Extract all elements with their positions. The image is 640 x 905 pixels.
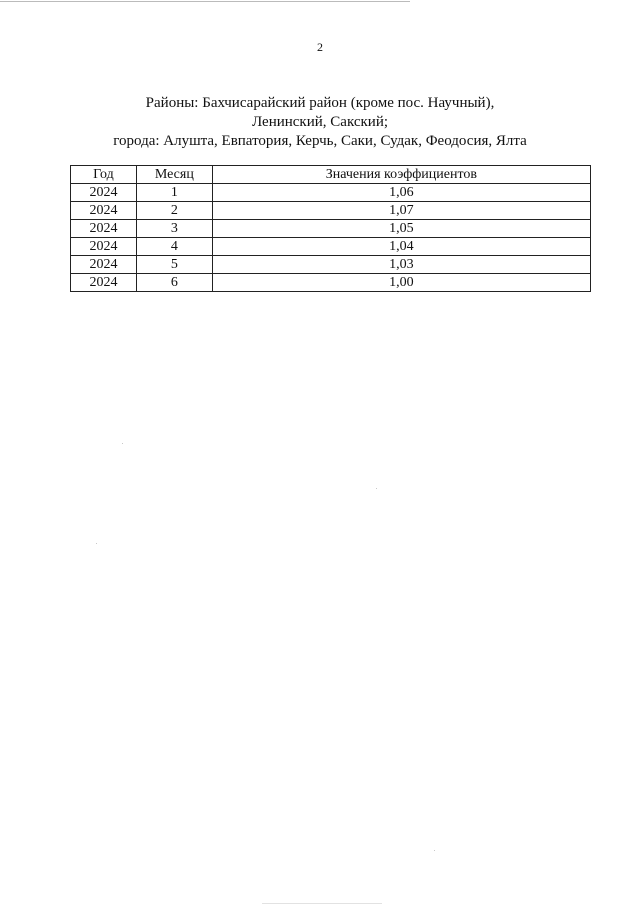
table-row xyxy=(71,274,591,292)
scan-speck xyxy=(122,443,123,444)
table-row xyxy=(71,202,591,220)
table-row xyxy=(71,238,591,256)
cell-month: 2 xyxy=(136,202,212,220)
cell-year: 2024 xyxy=(71,256,137,274)
cell-year: 2024 xyxy=(71,184,137,202)
coefficients-table xyxy=(70,165,591,292)
page-number: 2 xyxy=(317,40,323,54)
cell-month: 5 xyxy=(136,256,212,274)
cell-month: 1 xyxy=(136,184,212,202)
cell-year: 2024 xyxy=(71,238,137,256)
heading-line-3: города: Алушта, Евпатория, Керчь, Саки, Судак, Феодосия, Ялта xyxy=(113,133,527,149)
heading-line-2: Ленинский, Сакский; xyxy=(251,114,389,130)
cell-year: 2024 xyxy=(71,274,137,292)
table-header-row xyxy=(71,166,591,184)
header-coefficient: Значения коэффициентов xyxy=(212,166,590,184)
cell-coefficient: 1,04 xyxy=(212,238,590,256)
table-row xyxy=(71,184,591,202)
cell-month: 3 xyxy=(136,220,212,238)
scan-speck xyxy=(96,543,97,544)
table-row xyxy=(71,220,591,238)
cell-coefficient: 1,00 xyxy=(212,274,590,292)
scan-speck xyxy=(376,488,377,489)
cell-month: 4 xyxy=(136,238,212,256)
table-row xyxy=(71,256,591,274)
document-heading xyxy=(0,94,640,151)
cell-coefficient: 1,06 xyxy=(212,184,590,202)
cell-year: 2024 xyxy=(71,220,137,238)
cell-year: 2024 xyxy=(71,202,137,220)
cell-month: 6 xyxy=(136,274,212,292)
heading-line-1: Районы: Бахчисарайский район (кроме пос. Научный), xyxy=(145,95,495,111)
header-month: Месяц xyxy=(136,166,212,184)
cell-coefficient: 1,05 xyxy=(212,220,590,238)
header-year: Год xyxy=(71,166,137,184)
cell-coefficient: 1,07 xyxy=(212,202,590,220)
scan-speck xyxy=(434,850,435,851)
scan-speck xyxy=(262,903,382,904)
top-edge-line xyxy=(0,1,410,2)
cell-coefficient: 1,03 xyxy=(212,256,590,274)
